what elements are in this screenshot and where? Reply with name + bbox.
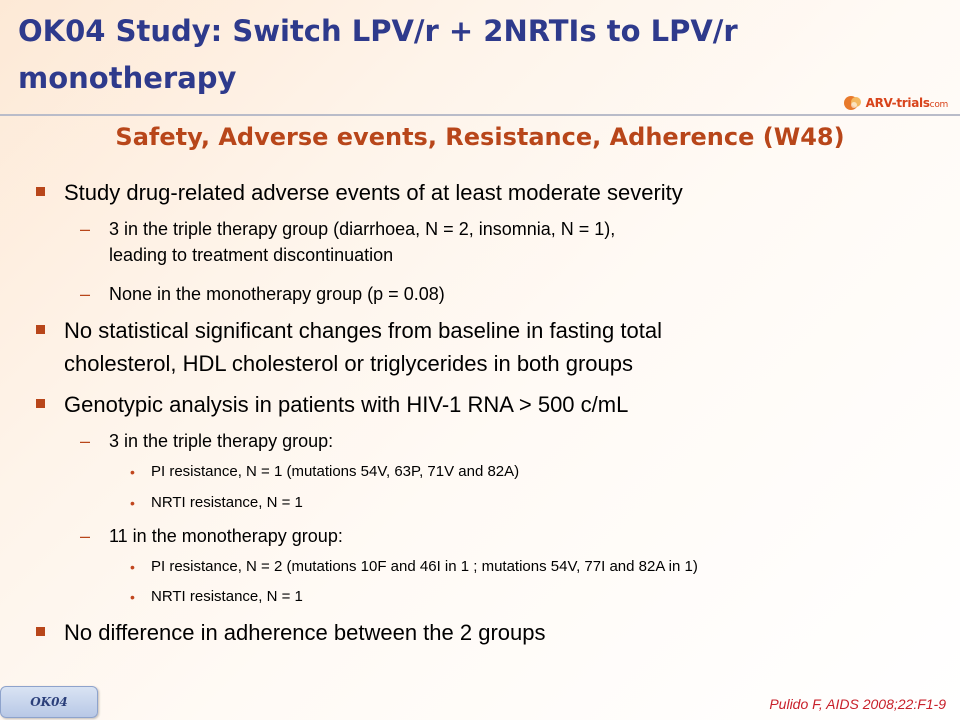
detail-text: NRTI resistance, N = 1 <box>151 588 303 605</box>
sub-bullet-text: 11 in the monotherapy group: <box>109 526 343 546</box>
bullet-text: No difference in adherence between the 2 groups <box>64 620 546 645</box>
dot-bullet-icon: • <box>130 464 135 480</box>
list-item <box>130 492 303 514</box>
dot-bullet-icon: • <box>130 589 135 605</box>
list-item <box>34 388 628 421</box>
dash-bullet-icon: – <box>80 219 91 239</box>
list-item <box>34 176 683 209</box>
title-line-1: OK04 Study: Switch LPV/r + 2NRTIs to LPV/r <box>18 14 738 48</box>
dash-bullet-icon: – <box>80 284 91 304</box>
detail-text: PI resistance, N = 2 (mutations 10F and 46I in 1 ; mutations 54V, 77I and 82A in 1) <box>151 558 698 575</box>
bullet-text: Study drug-related adverse events of at least moderate severity <box>64 180 683 205</box>
title-line-2: monotherapy <box>18 61 237 95</box>
slide-subtitle: Safety, Adverse events, Resistance, Adherence (W48) <box>115 123 845 151</box>
list-item <box>130 586 303 608</box>
list-item <box>80 523 343 549</box>
square-bullet-icon <box>34 185 48 199</box>
list-item <box>34 616 546 649</box>
dot-bullet-icon: • <box>130 495 135 511</box>
study-badge: OK04 <box>0 686 98 718</box>
citation: Pulido F, AIDS 2008;22:F1-9 <box>769 696 946 712</box>
list-item <box>34 314 662 380</box>
sub-bullet-text: leading to treatment discontinuation <box>109 245 394 265</box>
bullet-text: cholesterol, HDL cholesterol or triglycerides in both groups <box>64 351 634 376</box>
square-bullet-icon <box>34 625 48 639</box>
arv-trials-logo <box>843 92 948 114</box>
logo-icon <box>843 93 863 113</box>
dash-bullet-icon: – <box>80 526 91 546</box>
detail-text: PI resistance, N = 1 (mutations 54V, 63P, 71V and 82A) <box>151 463 520 480</box>
bullet-text: No statistical significant changes from baseline in fasting total <box>64 318 662 343</box>
title-divider <box>0 114 960 116</box>
dash-bullet-icon: – <box>80 431 91 451</box>
list-item <box>130 556 698 578</box>
sub-bullet-text: None in the monotherapy group (p = 0.08) <box>109 284 445 304</box>
square-bullet-icon <box>34 323 48 337</box>
list-item <box>130 461 519 483</box>
bullet-text: Genotypic analysis in patients with HIV-1 RNA > 500 c/mL <box>64 392 629 417</box>
sub-bullet-text: 3 in the triple therapy group (diarrhoea, N = 2, insomnia, N = 1), <box>109 219 616 239</box>
logo-text: ARV-trials <box>865 96 930 110</box>
detail-text: NRTI resistance, N = 1 <box>151 494 303 511</box>
slide-title <box>18 8 818 102</box>
square-bullet-icon <box>34 397 48 411</box>
list-item <box>80 428 333 454</box>
list-item <box>80 216 615 268</box>
dot-bullet-icon: • <box>130 559 135 575</box>
list-item <box>80 281 445 307</box>
logo-suffix: com <box>929 100 948 110</box>
sub-bullet-text: 3 in the triple therapy group: <box>109 431 334 451</box>
